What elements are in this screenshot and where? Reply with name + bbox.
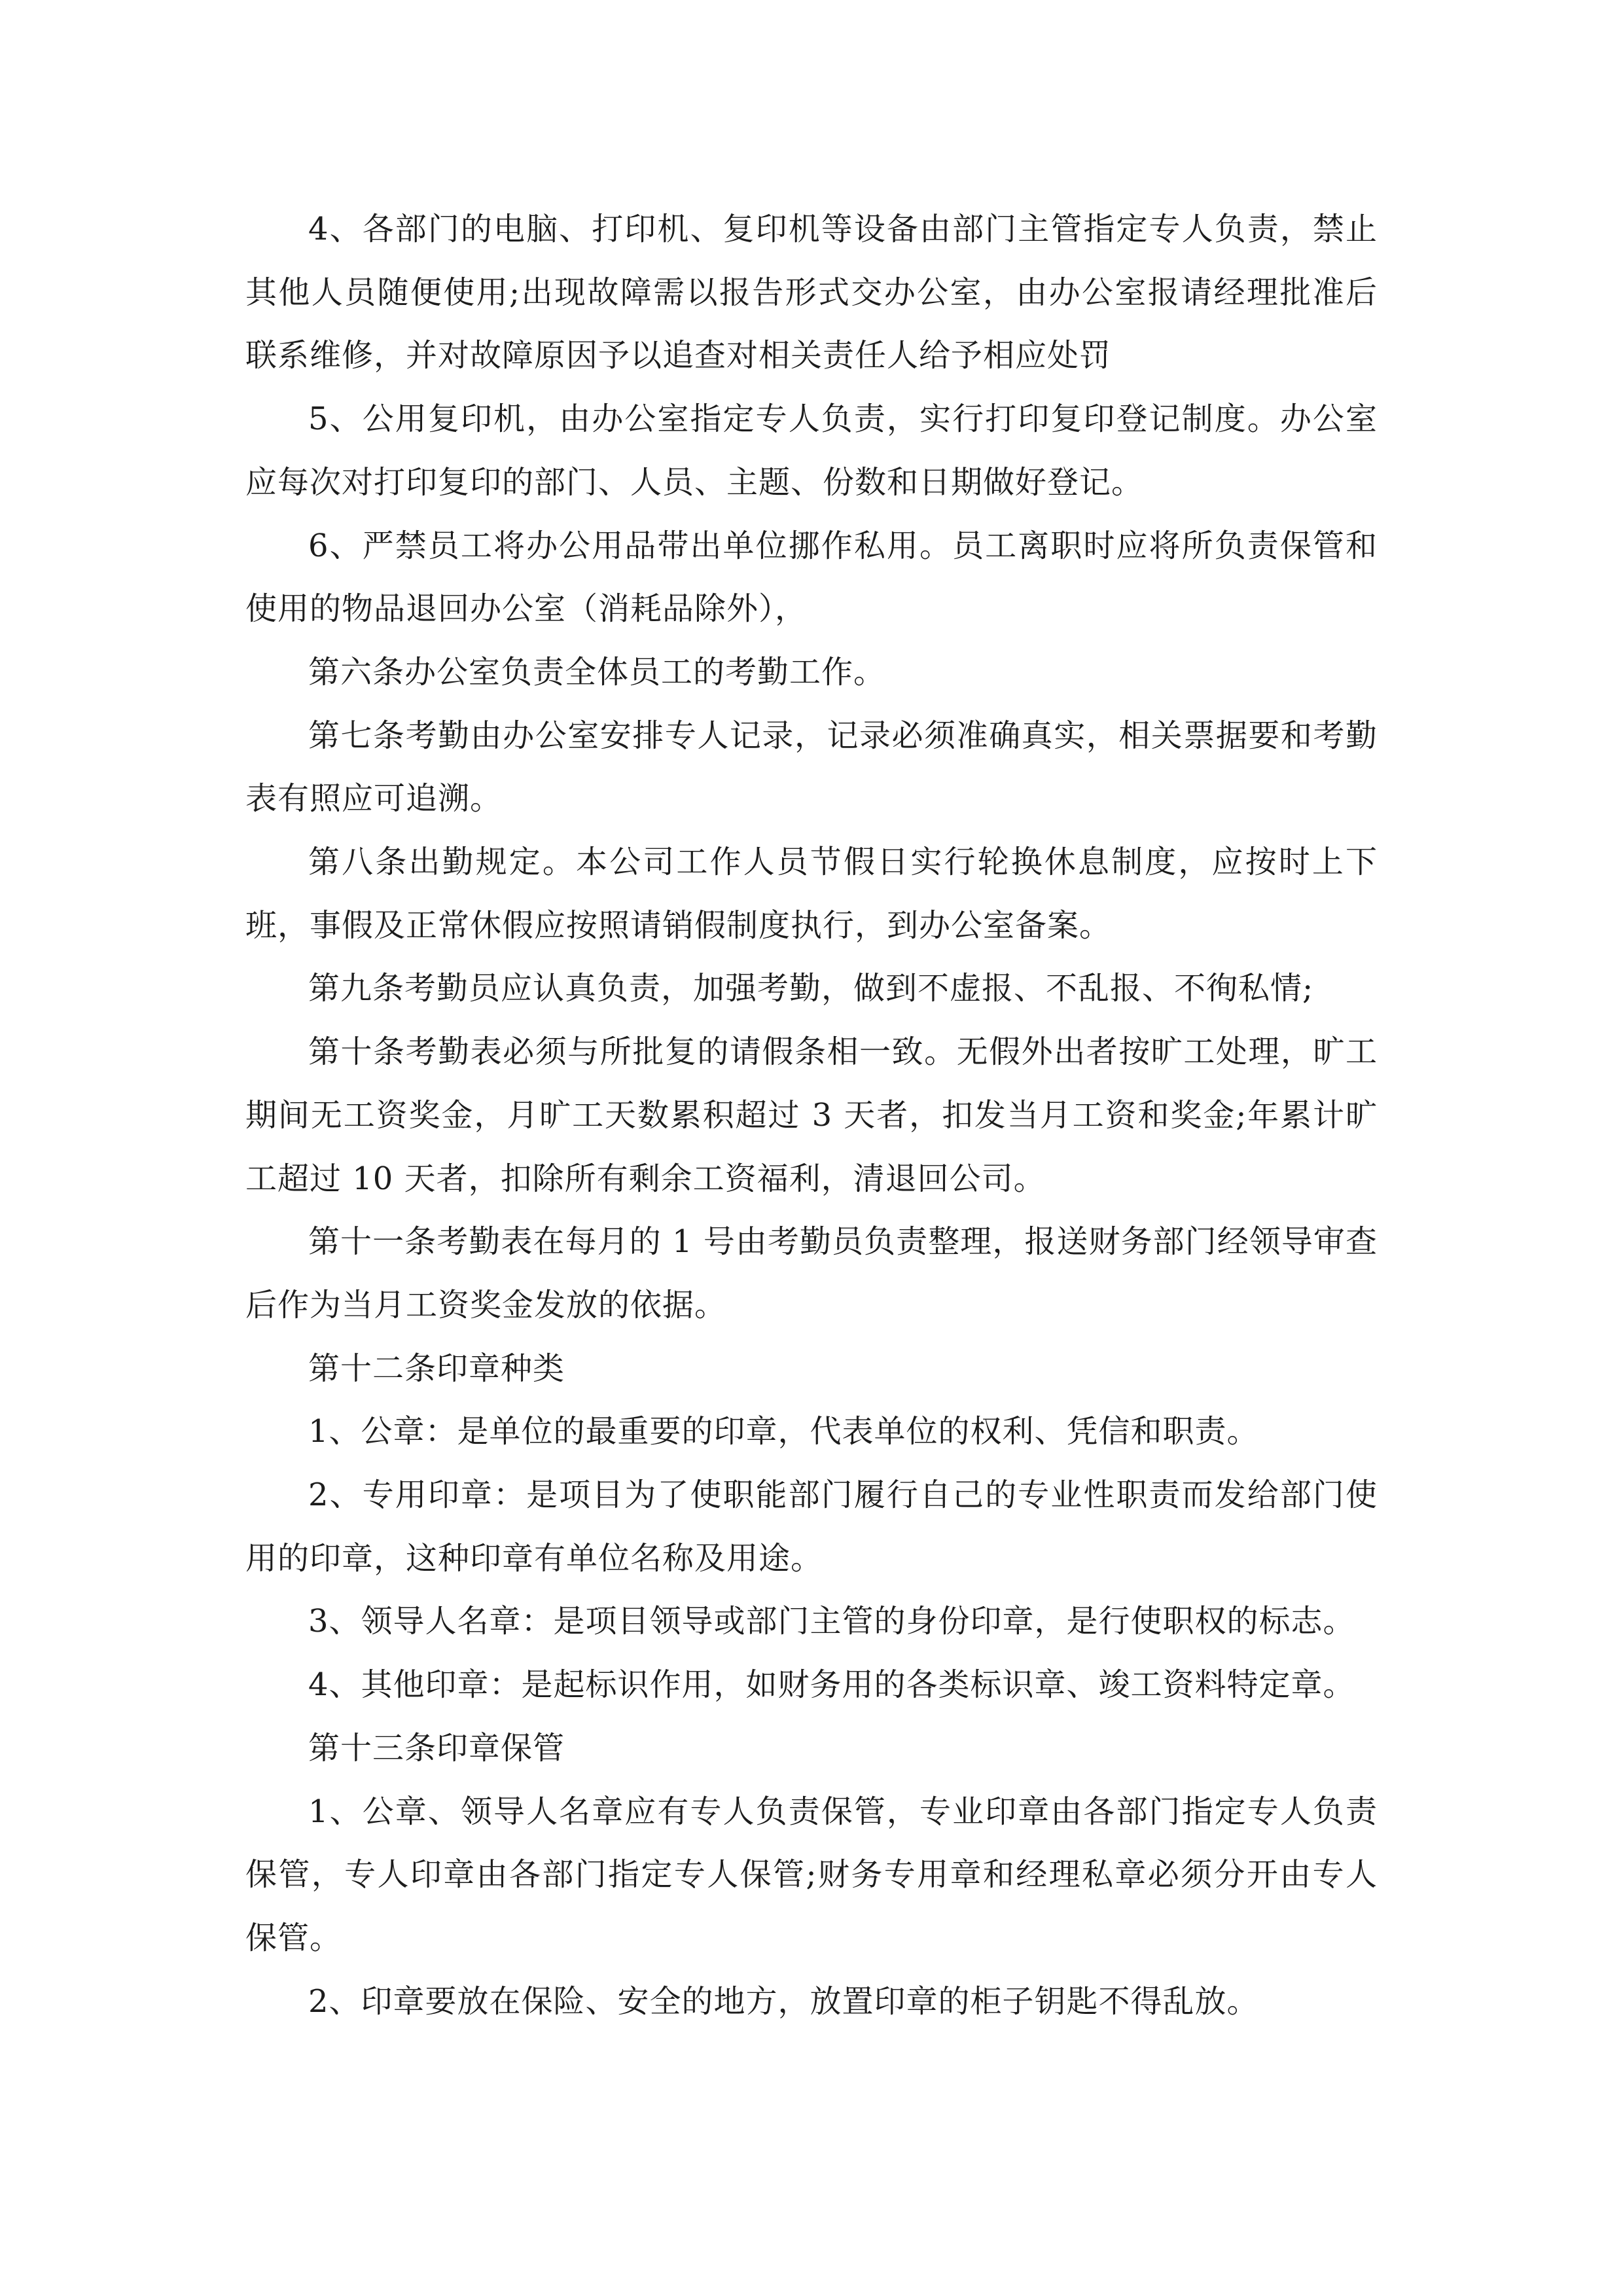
- paragraph-seal-storage: 2、印章要放在保险、安全的地方，放置印章的柜子钥匙不得乱放。: [308, 1982, 1259, 2020]
- paragraph-article-7: 第七条考勤由办公室安排专人记录，记录必须准确真实，相关票据要和考勤表有照应可追溯。: [245, 717, 1378, 817]
- paragraph-other-seals: 4、其他印章：是起标识作用，如财务用的各类标识章、竣工资料特定章。: [308, 1666, 1355, 1704]
- paragraph-article-12-heading: 第十二条印章种类: [308, 1350, 565, 1387]
- paragraph-special-seal: 2、专用印章：是项目为了使职能部门履行自己的专业性职责而发给部门使用的印章，这种印章有单位名称及用途。: [245, 1477, 1378, 1577]
- paragraph-article-10: 第十条考勤表必须与所批复的请假条相一致。无假外出者按旷工处理，旷工期间无工资奖金，月旷工天数累积超过 3 天者，扣发当月工资和奖金;年累计旷工超过 10 天者，扣除所有剩余工资福利，清退回公司。: [245, 1033, 1378, 1197]
- paragraph-office-supplies: 6、严禁员工将办公用品带出单位挪作私用。员工离职时应将所负责保管和使用的物品退回办公室（消耗品除外），: [245, 527, 1378, 628]
- paragraph-article-6: 第六条办公室负责全体员工的考勤工作。: [308, 653, 886, 691]
- paragraph-article-13-heading: 第十三条印章保管: [308, 1729, 565, 1767]
- paragraph-public-copier: 5、公用复印机，由办公室指定专人负责，实行打印复印登记制度。办公室应每次对打印复印的部门、人员、主题、份数和日期做好登记。: [245, 401, 1378, 501]
- document-body: [245, 198, 1378, 2033]
- paragraph-equipment-responsibility: 4、各部门的电脑、打印机、复印机等设备由部门主管指定专人负责，禁止其他人员随便使用;出现故障需以报告形式交办公室，由办公室报请经理批准后联系维修，并对故障原因予以追查对相关责任人给予相应处罚: [245, 211, 1378, 374]
- paragraph-official-seal: 1、公章：是单位的最重要的印章，代表单位的权利、凭信和职责。: [308, 1413, 1259, 1450]
- paragraph-leader-seal: 3、领导人名章：是项目领导或部门主管的身份印章，是行使职权的标志。: [308, 1603, 1355, 1640]
- paragraph-article-11: 第十一条考勤表在每月的 1 号由考勤员负责整理，报送财务部门经领导审查后作为当月工资奖金发放的依据。: [245, 1223, 1378, 1323]
- paragraph-seal-custody: 1、公章、领导人名章应有专人负责保管，专业印章由各部门指定专人负责保管，专人印章由各部门指定专人保管;财务专用章和经理私章必须分开由专人保管。: [245, 1793, 1378, 1956]
- paragraph-article-9: 第九条考勤员应认真负责，加强考勤，做到不虚报、不乱报、不徇私情;: [308, 970, 1314, 1007]
- paragraph-article-8: 第八条出勤规定。本公司工作人员节假日实行轮换休息制度，应按时上下班，事假及正常休假应按照请销假制度执行，到办公室备案。: [245, 844, 1378, 944]
